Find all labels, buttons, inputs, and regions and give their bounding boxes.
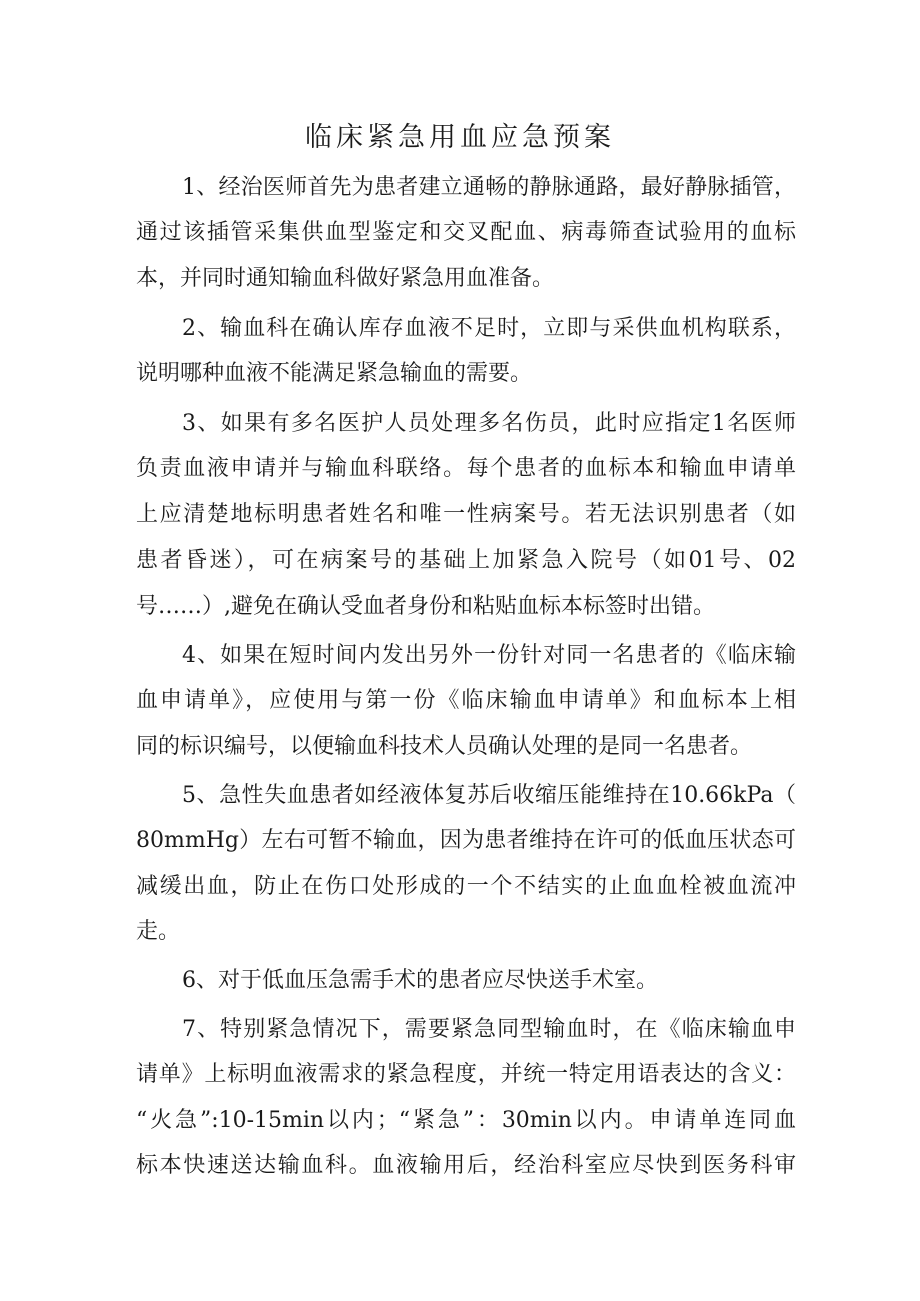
paragraph-5-line-3: 减缓出血，防止在伤口处形成的一个不结实的止血血栓被血流冲 [136, 874, 796, 899]
paragraph-1-line-1: 1、经治医师首先为患者建立通畅的静脉通路，最好静脉插管， [182, 175, 796, 200]
paragraph-3-line-4: 患者昏迷），可在病案号的基础上加紧急入院号（如01号、02 [136, 548, 796, 573]
document-title: 临床紧急用血应急预案 [305, 122, 615, 153]
paragraph-6-line-1: 6、对于低血压急需手术的患者应尽快送手术室。 [182, 968, 658, 993]
paragraph-4-line-3: 同的标识编号，以便输血科技术人员确认处理的是同一名患者。 [136, 734, 753, 759]
paragraph-2-line-2: 说明哪种血液不能满足紧急输血的需要。 [136, 361, 533, 386]
paragraph-7-line-1: 7、特别紧急情况下，需要紧急同型输血时，在《临床输血申 [182, 1017, 796, 1042]
paragraph-1-line-3: 本，并同时通知输血科做好紧急用血准备。 [136, 266, 555, 291]
paragraph-7-line-3: “火急”:10-15min以内；“紧急”：30min以内。申请单连同血 [136, 1108, 796, 1133]
paragraph-5-line-1: 5、急性失血患者如经液体复苏后收缩压能维持在10.66kPa（ [182, 783, 796, 808]
paragraph-7-line-2: 请单》上标明血液需求的紧急程度，并统一特定用语表达的含义： [136, 1062, 796, 1087]
paragraph-3-line-5: 号……）,避免在确认受血者身份和粘贴血标本标签时出错。 [136, 594, 715, 619]
paragraph-3-line-1: 3、如果有多名医护人员处理多名伤员，此时应指定1名医师 [182, 411, 796, 436]
paragraph-3-line-3: 上应清楚地标明患者姓名和唯一性病案号。若无法识别患者（如 [136, 502, 796, 527]
paragraph-1-line-2: 通过该插管采集供血型鉴定和交叉配血、病毒筛查试验用的血标 [136, 220, 796, 245]
paragraph-5-line-2: 80mmHg）左右可暂不输血，因为患者维持在许可的低血压状态可 [136, 828, 796, 853]
paragraph-4-line-1: 4、如果在短时间内发出另外一份针对同一名患者的《临床输 [182, 643, 796, 668]
paragraph-2-line-1: 2、输血科在确认库存血液不足时，立即与采供血机构联系， [182, 316, 796, 341]
paragraph-5-line-4: 走。 [136, 919, 181, 944]
paragraph-3-line-2: 负责血液申请并与输血科联络。每个患者的血标本和输血申请单 [136, 456, 796, 481]
paragraph-7-line-4: 标本快速送达输血科。血液输用后，经治科室应尽快到医务科审 [136, 1153, 796, 1178]
paragraph-4-line-2: 血申请单》，应使用与第一份《临床输血申请单》和血标本上相 [136, 688, 796, 713]
